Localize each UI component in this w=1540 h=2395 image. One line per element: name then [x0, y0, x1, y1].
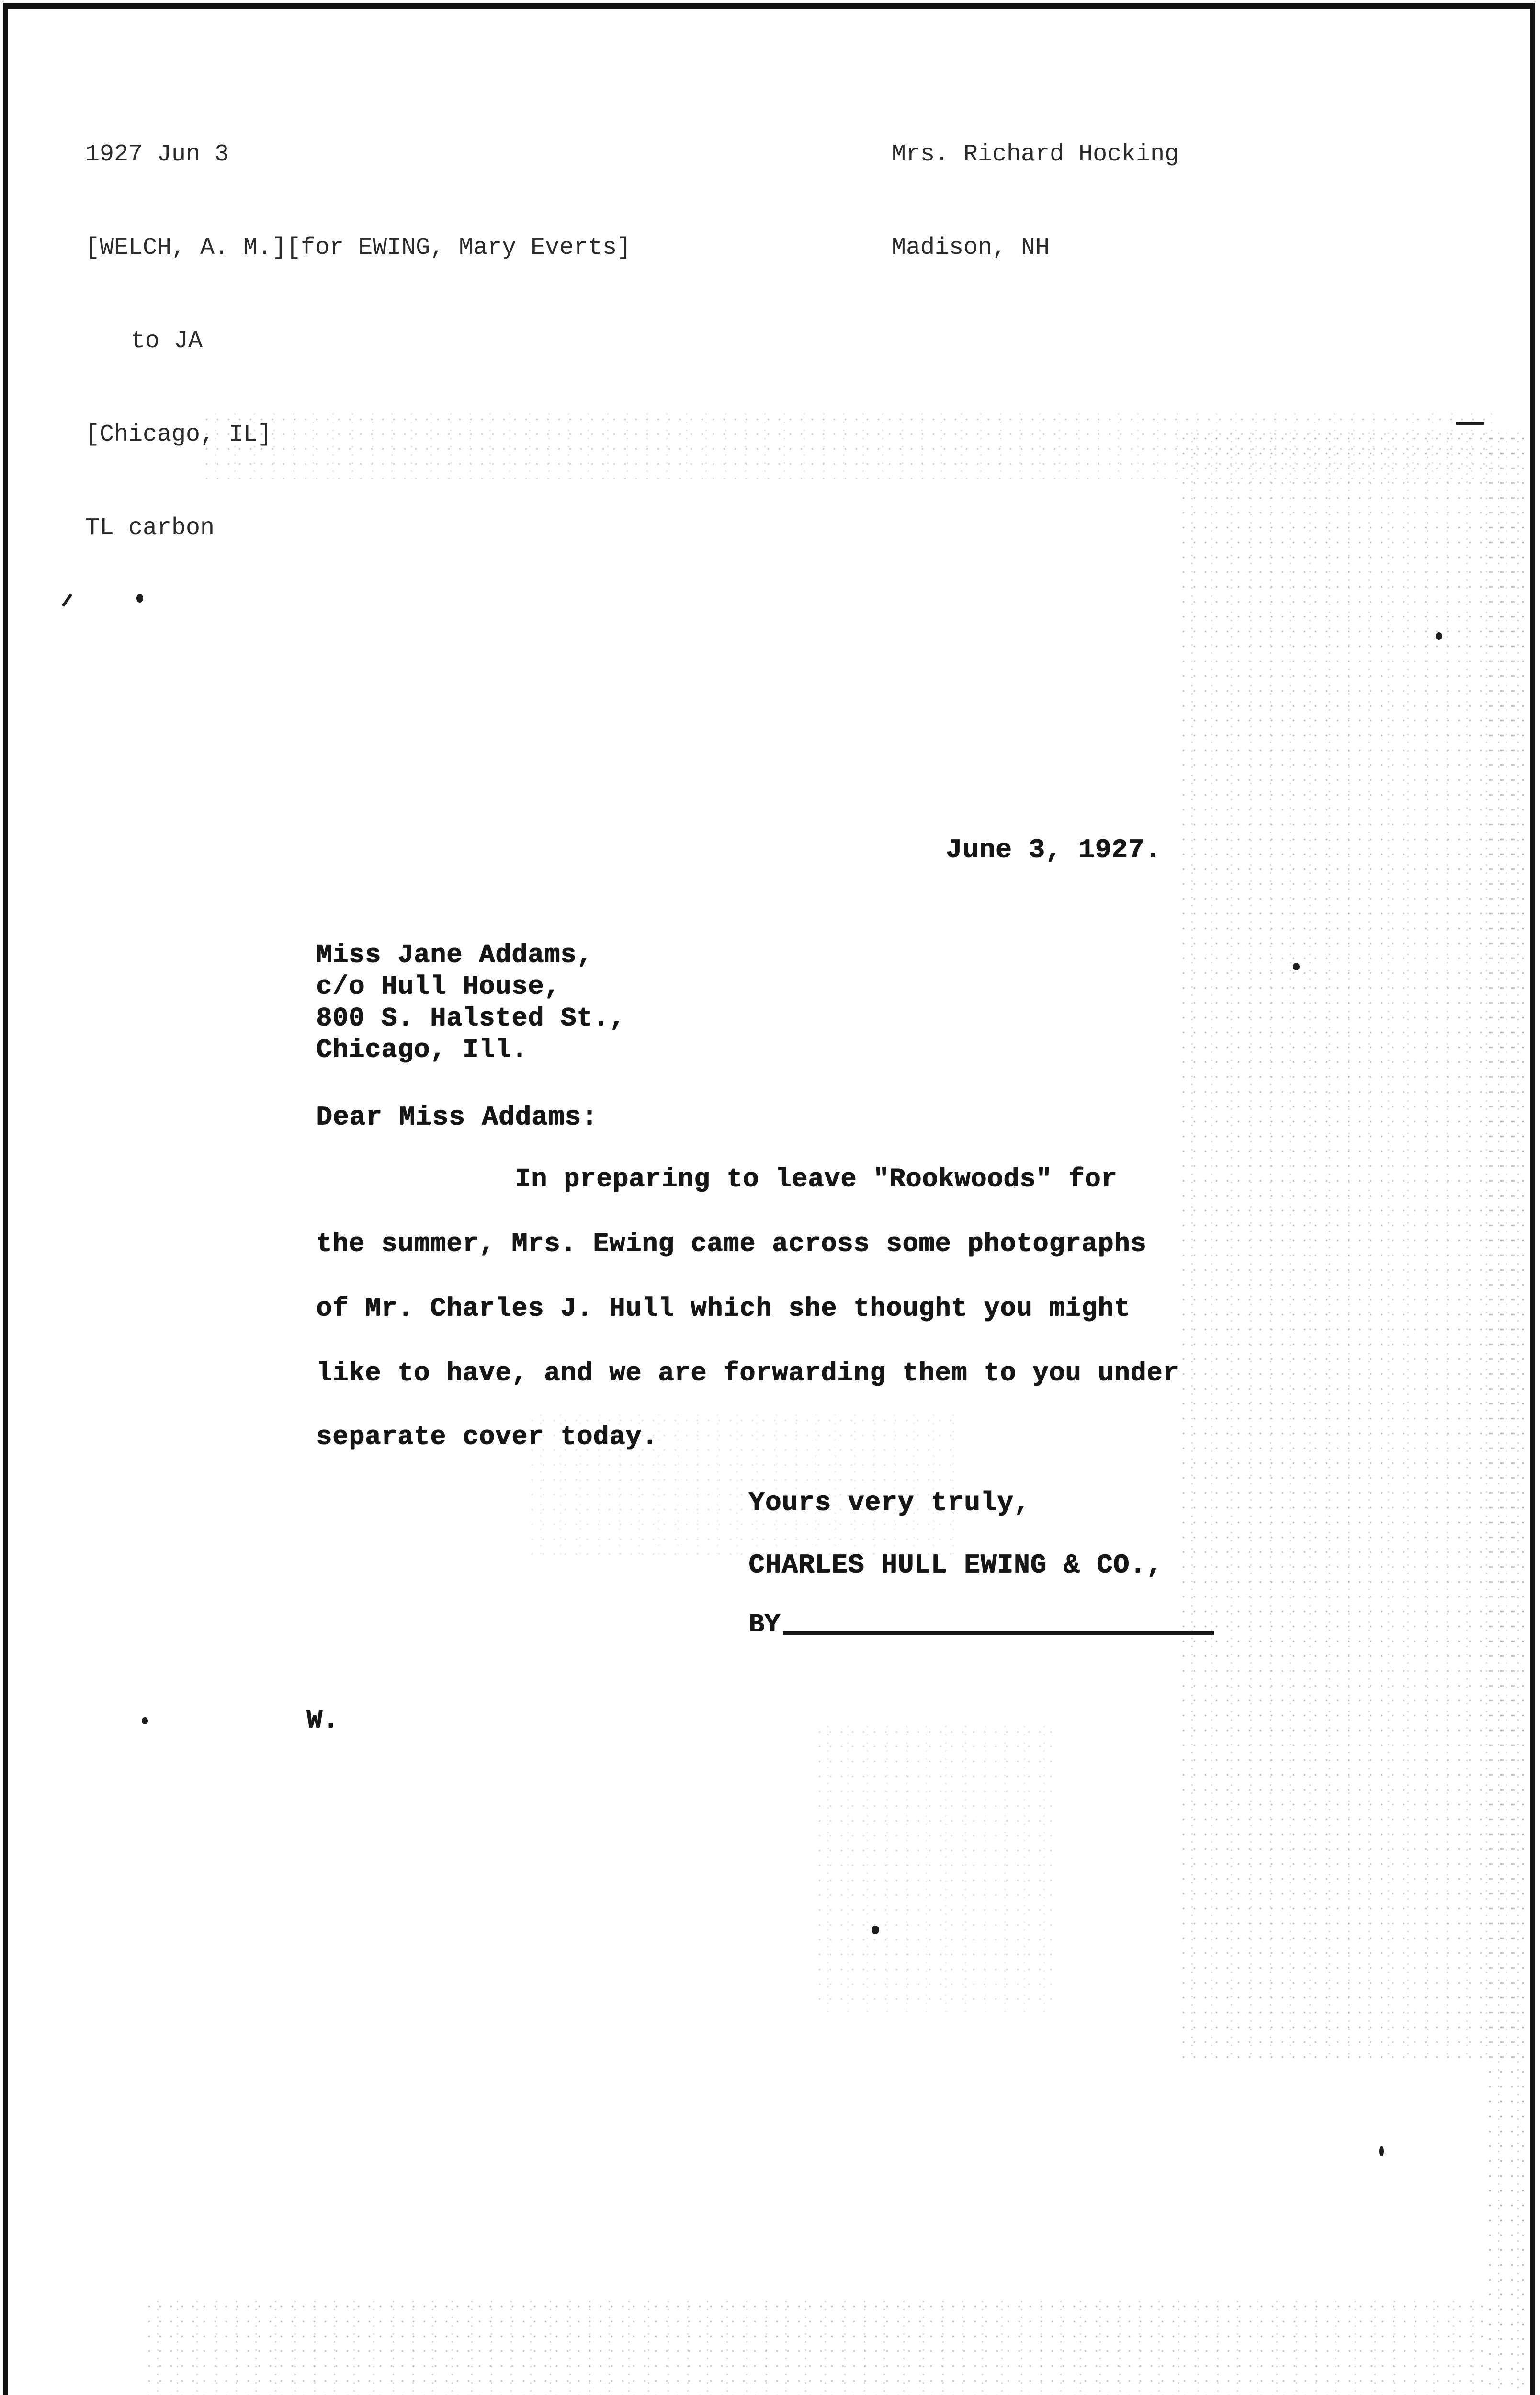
company-name: CHARLES HULL EWING & CO.,	[748, 1550, 1163, 1580]
letter-date: June 3, 1927.	[946, 834, 1161, 865]
archival-source	[892, 77, 1179, 295]
ink-mark	[1379, 2146, 1384, 2156]
body-line: In preparing to leave "Rookwoods" for	[515, 1164, 1118, 1194]
carbon-noise-right	[1178, 431, 1523, 2060]
signature-rule	[783, 1631, 1214, 1635]
source-location: Madison, NH	[892, 234, 1050, 262]
metadata-date: 1927 Jun 3	[85, 141, 229, 168]
carbon-noise-bottom	[144, 2299, 1484, 2395]
ink-mark	[1456, 422, 1484, 425]
typist-initial: W.	[306, 1705, 340, 1735]
metadata-author: [WELCH, A. M.][for EWING, Mary Everts]	[85, 234, 632, 262]
recipient-name: Miss Jane Addams,	[316, 940, 593, 970]
archival-metadata	[85, 77, 631, 575]
complimentary-close: Yours very truly,	[748, 1487, 1030, 1518]
ink-mark	[142, 1717, 148, 1724]
recipient-care-of: c/o Hull House,	[316, 971, 561, 1002]
metadata-recipient: to JA	[131, 328, 203, 355]
recipient-city: Chicago, Ill.	[316, 1035, 528, 1065]
body-line: like to have, and we are forwarding them to you under	[316, 1358, 1179, 1388]
metadata-format: TL carbon	[85, 514, 215, 542]
ink-mark	[1293, 963, 1300, 970]
ink-mark	[136, 594, 143, 603]
ink-mark	[872, 1926, 879, 1934]
signature-line	[748, 1609, 1214, 1640]
body-line: separate cover today.	[316, 1422, 658, 1452]
carbon-noise-right-edge	[1484, 431, 1528, 2395]
recipient-street: 800 S. Halsted St.,	[316, 1003, 626, 1033]
metadata-place: [Chicago, IL]	[85, 421, 272, 448]
body-line: the summer, Mrs. Ewing came across some photographs	[316, 1229, 1147, 1259]
source-name: Mrs. Richard Hocking	[892, 141, 1179, 168]
salutation: Dear Miss Addams:	[316, 1102, 598, 1132]
body-line: of Mr. Charles J. Hull which she thought you might	[316, 1293, 1131, 1323]
carbon-noise-center	[814, 1724, 1053, 2012]
by-label: BY	[748, 1609, 781, 1640]
ink-mark	[1436, 632, 1442, 640]
